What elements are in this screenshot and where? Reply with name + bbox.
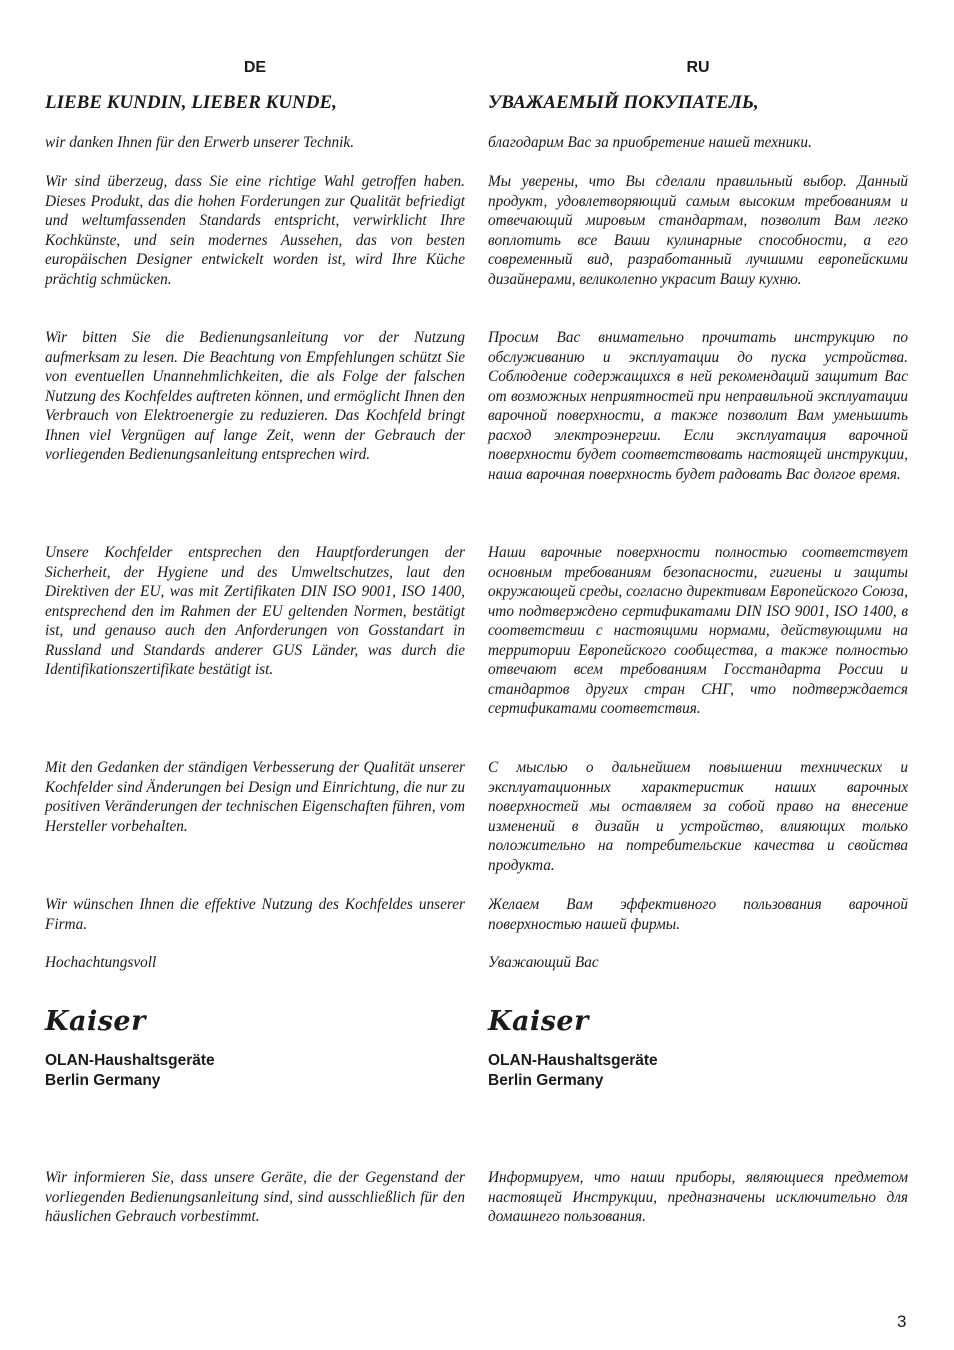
paragraph-changes-ru: С мыслью о дальнейшем повышении технических и эксплуатационных характеристик наших варочных поверхностей мы оставляем за собой право на внесение изменений в дизайн и устройство, влияющих только положительно на потребительские качества и свойства продукта. (488, 759, 908, 874)
kaiser-logo-de: Kaiser (45, 1006, 146, 1037)
paragraph-closing-de: Hochachtungsvoll (45, 954, 157, 971)
language-label-ru: RU (686, 59, 710, 76)
paragraph-wishes-ru: Желаем Вам эффективного пользования варочной поверхностью нашей фирмы. (488, 896, 908, 933)
company-name-de: OLAN-Haushaltsgeräte (45, 1052, 215, 1069)
paragraph-standards-ru: Наши варочные поверхности полностью соответствует основным требованиям безопасности, гигиены и защиты окружающей среды, согласно директивам Европейского Союза, что подтверждено сертификатами DIN ISO 9001, ISO 1400, в соответствии с настоящими нормами, действующими на территории Европейского сообщества, а также полностью отвечают всем требованиям Госстандарта России и стандартов других стран СНГ, что подтверждается сертификатами соответствия. (488, 544, 908, 717)
paragraph-changes-de: Mit den Gedanken der ständigen Verbesserung der Qualität unserer Kochfelder sind Änderungen bei Design und Einrichtung, die nur zu positiven Veränderungen der technischen Eigenschaften führen, vom Hersteller vorbehalten. (45, 759, 465, 835)
language-label-de: DE (243, 59, 267, 76)
greeting-title-de: LIEBE KUNDIN, LIEBER KUNDE, (45, 92, 337, 113)
paragraph-manual-de: Wir bitten Sie die Bedienungsanleitung vor der Nutzung aufmerksam zu lesen. Die Beachtung von Empfehlungen schützt Sie von eventuellen Unannehmlichkeiten, die als Folge der falschen Nutzung des Kochfeldes auftreten können, und ermöglicht Ihnen den Verbrauch von Elektroenergie zu reduzieren. Das Kochfeld bringt Ihnen viel Vergnügen auf lange Zeit, wenn der Gebrauch der vorliegenden Bedienungsanleitung entsprechen wird. (45, 329, 465, 463)
company-location-de: Berlin Germany (45, 1072, 161, 1089)
footer-note-de: Wir informieren Sie, dass unsere Geräte, die der Gegenstand der vorliegenden Bedienungsanleitung sind, sind ausschließlich für den häuslichen Gebrauch vorbestimmt. (45, 1169, 465, 1225)
company-location-ru: Berlin Germany (488, 1072, 604, 1089)
kaiser-logo-ru: Kaiser (488, 1006, 589, 1037)
paragraph-thanks-ru: благодарим Вас за приобретение нашей техники. (488, 134, 812, 151)
paragraph-choice-de: Wir sind überzeug, dass Sie eine richtige Wahl getroffen haben. Dieses Produkt, das die hohen Forderungen zur Qualität befriedigt und weltumfassenden Standards entspricht, verwirklicht Ihre Kochkünste, und sein modernes Aussehen, das von besten europäischen Designer entwickelt worden ist, wird Ihre Küche prächtig schmücken. (45, 173, 465, 288)
greeting-title-ru: УВАЖАЕМЫЙ ПОКУПАТЕЛЬ, (488, 92, 759, 113)
paragraph-manual-ru: Просим Вас внимательно прочитать инструкцию по обслуживанию и эксплуатации до пуска устройства. Соблюдение содержащихся в ней рекомендаций защитит Вас от возможных неприятностей при неправильной эксплуатации варочной поверхности, а также позволит Вам уменьшить расход электроэнергии. Если эксплуатация варочной поверхности будет соответствовать настоящей инструкции, наша варочная поверхность будет радовать Вас долгое время. (488, 329, 908, 483)
paragraph-choice-ru: Мы уверены, что Вы сделали правильный выбор. Данный продукт, удовлетворяющий самым высоким требованиям и отвечающий мировым стандартам, позволит Вам легко воплотить все Ваши кулинарные способности, а его современный вид, разработанный лучшими европейскими дизайнерами, великолепно украсит Вашу кухню. (488, 173, 908, 288)
paragraph-closing-ru: Уважающий Вас (488, 954, 599, 971)
paragraph-standards-de: Unsere Kochfelder entsprechen den Hauptforderungen der Sicherheit, der Hygiene und des Umweltschutzes, laut den Direktiven der EU, was mit Zertifikaten DIN ISO 9001, ISO 1400, entsprechend den im Rahmen der EU geltenden Normen, bestätigt ist, und genauso auch den Anforderungen von Gosstandart in Russland und Standards anderer GUS Länder, was durch die Identifikationszertifikate bestätigt ist. (45, 544, 465, 678)
footer-note-ru: Информируем, что наши приборы, являющиеся предметом настоящей Инструкции, предназначены исключительно для домашнего пользования. (488, 1169, 908, 1225)
paragraph-wishes-de: Wir wünschen Ihnen die effektive Nutzung des Kochfeldes unserer Firma. (45, 896, 465, 933)
company-name-ru: OLAN-Haushaltsgeräte (488, 1052, 658, 1069)
paragraph-thanks-de: wir danken Ihnen für den Erwerb unserer Technik. (45, 134, 355, 151)
page-number: 3 (897, 1312, 907, 1331)
